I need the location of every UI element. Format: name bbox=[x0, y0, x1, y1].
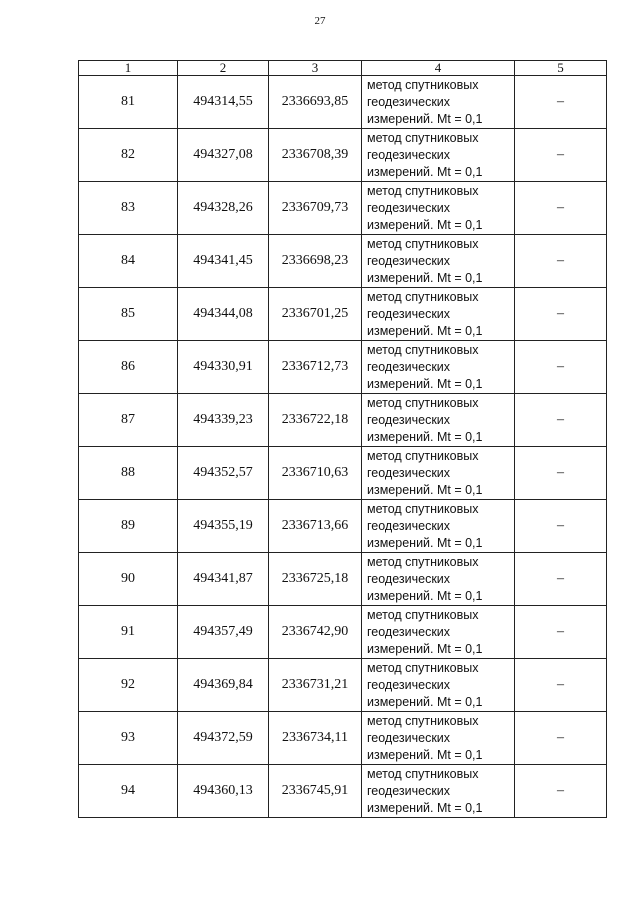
method-cell bbox=[362, 500, 515, 553]
table-row bbox=[79, 394, 607, 447]
y-coordinate-cell: 2336745,91 bbox=[269, 765, 362, 818]
table-row bbox=[79, 659, 607, 712]
method-line: измерений. Mt = 0,1 bbox=[367, 164, 483, 179]
point-number-cell: 88 bbox=[79, 447, 178, 500]
x-coordinate-cell: 494328,26 bbox=[178, 182, 269, 235]
method-cell bbox=[362, 288, 515, 341]
x-coordinate-cell: 494339,23 bbox=[178, 394, 269, 447]
method-line: метод спутниковых bbox=[367, 660, 479, 675]
table-row bbox=[79, 341, 607, 394]
method-cell bbox=[362, 606, 515, 659]
column-header-1: 1 bbox=[79, 61, 178, 76]
y-coordinate-cell: 2336712,73 bbox=[269, 341, 362, 394]
method-line: метод спутниковых bbox=[367, 713, 479, 728]
x-coordinate-cell: 494352,57 bbox=[178, 447, 269, 500]
y-coordinate-cell: 2336693,85 bbox=[269, 76, 362, 129]
y-coordinate-cell: 2336742,90 bbox=[269, 606, 362, 659]
point-number-cell: 84 bbox=[79, 235, 178, 288]
method-line: геодезических bbox=[367, 412, 451, 427]
note-cell: – bbox=[515, 447, 607, 500]
method-line: геодезических bbox=[367, 465, 451, 480]
method-line: измерений. Mt = 0,1 bbox=[367, 376, 483, 391]
note-cell: – bbox=[515, 76, 607, 129]
method-line: измерений. Mt = 0,1 bbox=[367, 535, 483, 550]
method-line: метод спутниковых bbox=[367, 607, 479, 622]
method-line: метод спутниковых bbox=[367, 289, 479, 304]
method-cell bbox=[362, 129, 515, 182]
method-line: геодезических bbox=[367, 624, 451, 639]
y-coordinate-cell: 2336710,63 bbox=[269, 447, 362, 500]
table-row bbox=[79, 712, 607, 765]
note-cell: – bbox=[515, 288, 607, 341]
method-line: измерений. Mt = 0,1 bbox=[367, 747, 483, 762]
method-line: метод спутниковых bbox=[367, 395, 479, 410]
point-number-cell: 91 bbox=[79, 606, 178, 659]
method-line: геодезических bbox=[367, 518, 451, 533]
method-line: метод спутниковых bbox=[367, 236, 479, 251]
column-header-4: 4 bbox=[362, 61, 515, 76]
point-number-cell: 83 bbox=[79, 182, 178, 235]
table-row bbox=[79, 129, 607, 182]
table-row bbox=[79, 606, 607, 659]
x-coordinate-cell: 494314,55 bbox=[178, 76, 269, 129]
x-coordinate-cell: 494344,08 bbox=[178, 288, 269, 341]
note-cell: – bbox=[515, 765, 607, 818]
column-header-3: 3 bbox=[269, 61, 362, 76]
method-cell bbox=[362, 447, 515, 500]
table-row bbox=[79, 553, 607, 606]
method-cell bbox=[362, 659, 515, 712]
method-line: геодезических bbox=[367, 783, 451, 798]
method-line: измерений. Mt = 0,1 bbox=[367, 641, 483, 656]
note-cell: – bbox=[515, 606, 607, 659]
note-cell: – bbox=[515, 659, 607, 712]
method-cell bbox=[362, 712, 515, 765]
point-number-cell: 86 bbox=[79, 341, 178, 394]
method-cell bbox=[362, 394, 515, 447]
method-line: метод спутниковых bbox=[367, 554, 479, 569]
x-coordinate-cell: 494341,87 bbox=[178, 553, 269, 606]
y-coordinate-cell: 2336701,25 bbox=[269, 288, 362, 341]
method-cell bbox=[362, 553, 515, 606]
point-number-cell: 89 bbox=[79, 500, 178, 553]
table-row bbox=[79, 500, 607, 553]
method-line: метод спутниковых bbox=[367, 501, 479, 516]
method-line: геодезических bbox=[367, 571, 451, 586]
table-row bbox=[79, 182, 607, 235]
coordinates-table bbox=[78, 60, 607, 818]
table-row bbox=[79, 447, 607, 500]
table-row bbox=[79, 76, 607, 129]
point-number-cell: 90 bbox=[79, 553, 178, 606]
method-line: метод спутниковых bbox=[367, 183, 479, 198]
point-number-cell: 87 bbox=[79, 394, 178, 447]
note-cell: – bbox=[515, 500, 607, 553]
method-line: геодезических bbox=[367, 677, 451, 692]
x-coordinate-cell: 494341,45 bbox=[178, 235, 269, 288]
x-coordinate-cell: 494369,84 bbox=[178, 659, 269, 712]
x-coordinate-cell: 494327,08 bbox=[178, 129, 269, 182]
method-line: геодезических bbox=[367, 94, 451, 109]
note-cell: – bbox=[515, 394, 607, 447]
x-coordinate-cell: 494355,19 bbox=[178, 500, 269, 553]
method-cell bbox=[362, 765, 515, 818]
method-line: измерений. Mt = 0,1 bbox=[367, 800, 483, 815]
x-coordinate-cell: 494360,13 bbox=[178, 765, 269, 818]
method-cell bbox=[362, 341, 515, 394]
y-coordinate-cell: 2336698,23 bbox=[269, 235, 362, 288]
method-line: геодезических bbox=[367, 306, 451, 321]
y-coordinate-cell: 2336722,18 bbox=[269, 394, 362, 447]
point-number-cell: 94 bbox=[79, 765, 178, 818]
method-line: измерений. Mt = 0,1 bbox=[367, 588, 483, 603]
method-line: измерений. Mt = 0,1 bbox=[367, 429, 483, 444]
column-header-2: 2 bbox=[178, 61, 269, 76]
method-line: измерений. Mt = 0,1 bbox=[367, 482, 483, 497]
note-cell: – bbox=[515, 553, 607, 606]
y-coordinate-cell: 2336713,66 bbox=[269, 500, 362, 553]
x-coordinate-cell: 494330,91 bbox=[178, 341, 269, 394]
method-line: геодезических bbox=[367, 200, 451, 215]
y-coordinate-cell: 2336708,39 bbox=[269, 129, 362, 182]
table-row bbox=[79, 765, 607, 818]
method-line: измерений. Mt = 0,1 bbox=[367, 270, 483, 285]
method-line: геодезических bbox=[367, 730, 451, 745]
x-coordinate-cell: 494372,59 bbox=[178, 712, 269, 765]
method-line: измерений. Mt = 0,1 bbox=[367, 694, 483, 709]
method-line: метод спутниковых bbox=[367, 766, 479, 781]
point-number-cell: 85 bbox=[79, 288, 178, 341]
note-cell: – bbox=[515, 182, 607, 235]
note-cell: – bbox=[515, 129, 607, 182]
table-row bbox=[79, 288, 607, 341]
table-row bbox=[79, 235, 607, 288]
x-coordinate-cell: 494357,49 bbox=[178, 606, 269, 659]
method-cell bbox=[362, 235, 515, 288]
method-line: метод спутниковых bbox=[367, 342, 479, 357]
method-cell bbox=[362, 76, 515, 129]
y-coordinate-cell: 2336709,73 bbox=[269, 182, 362, 235]
point-number-cell: 81 bbox=[79, 76, 178, 129]
point-number-cell: 92 bbox=[79, 659, 178, 712]
method-line: измерений. Mt = 0,1 bbox=[367, 111, 483, 126]
y-coordinate-cell: 2336734,11 bbox=[269, 712, 362, 765]
note-cell: – bbox=[515, 341, 607, 394]
column-header-5: 5 bbox=[515, 61, 607, 76]
method-line: геодезических bbox=[367, 147, 451, 162]
method-cell bbox=[362, 182, 515, 235]
note-cell: – bbox=[515, 235, 607, 288]
method-line: измерений. Mt = 0,1 bbox=[367, 323, 483, 338]
point-number-cell: 82 bbox=[79, 129, 178, 182]
table-body bbox=[79, 76, 607, 818]
table-header-row bbox=[79, 61, 607, 76]
method-line: геодезических bbox=[367, 253, 451, 268]
method-line: метод спутниковых bbox=[367, 130, 479, 145]
method-line: измерений. Mt = 0,1 bbox=[367, 217, 483, 232]
method-line: метод спутниковых bbox=[367, 77, 479, 92]
method-line: геодезических bbox=[367, 359, 451, 374]
y-coordinate-cell: 2336731,21 bbox=[269, 659, 362, 712]
point-number-cell: 93 bbox=[79, 712, 178, 765]
page-number: 27 bbox=[314, 15, 326, 27]
note-cell: – bbox=[515, 712, 607, 765]
y-coordinate-cell: 2336725,18 bbox=[269, 553, 362, 606]
method-line: метод спутниковых bbox=[367, 448, 479, 463]
